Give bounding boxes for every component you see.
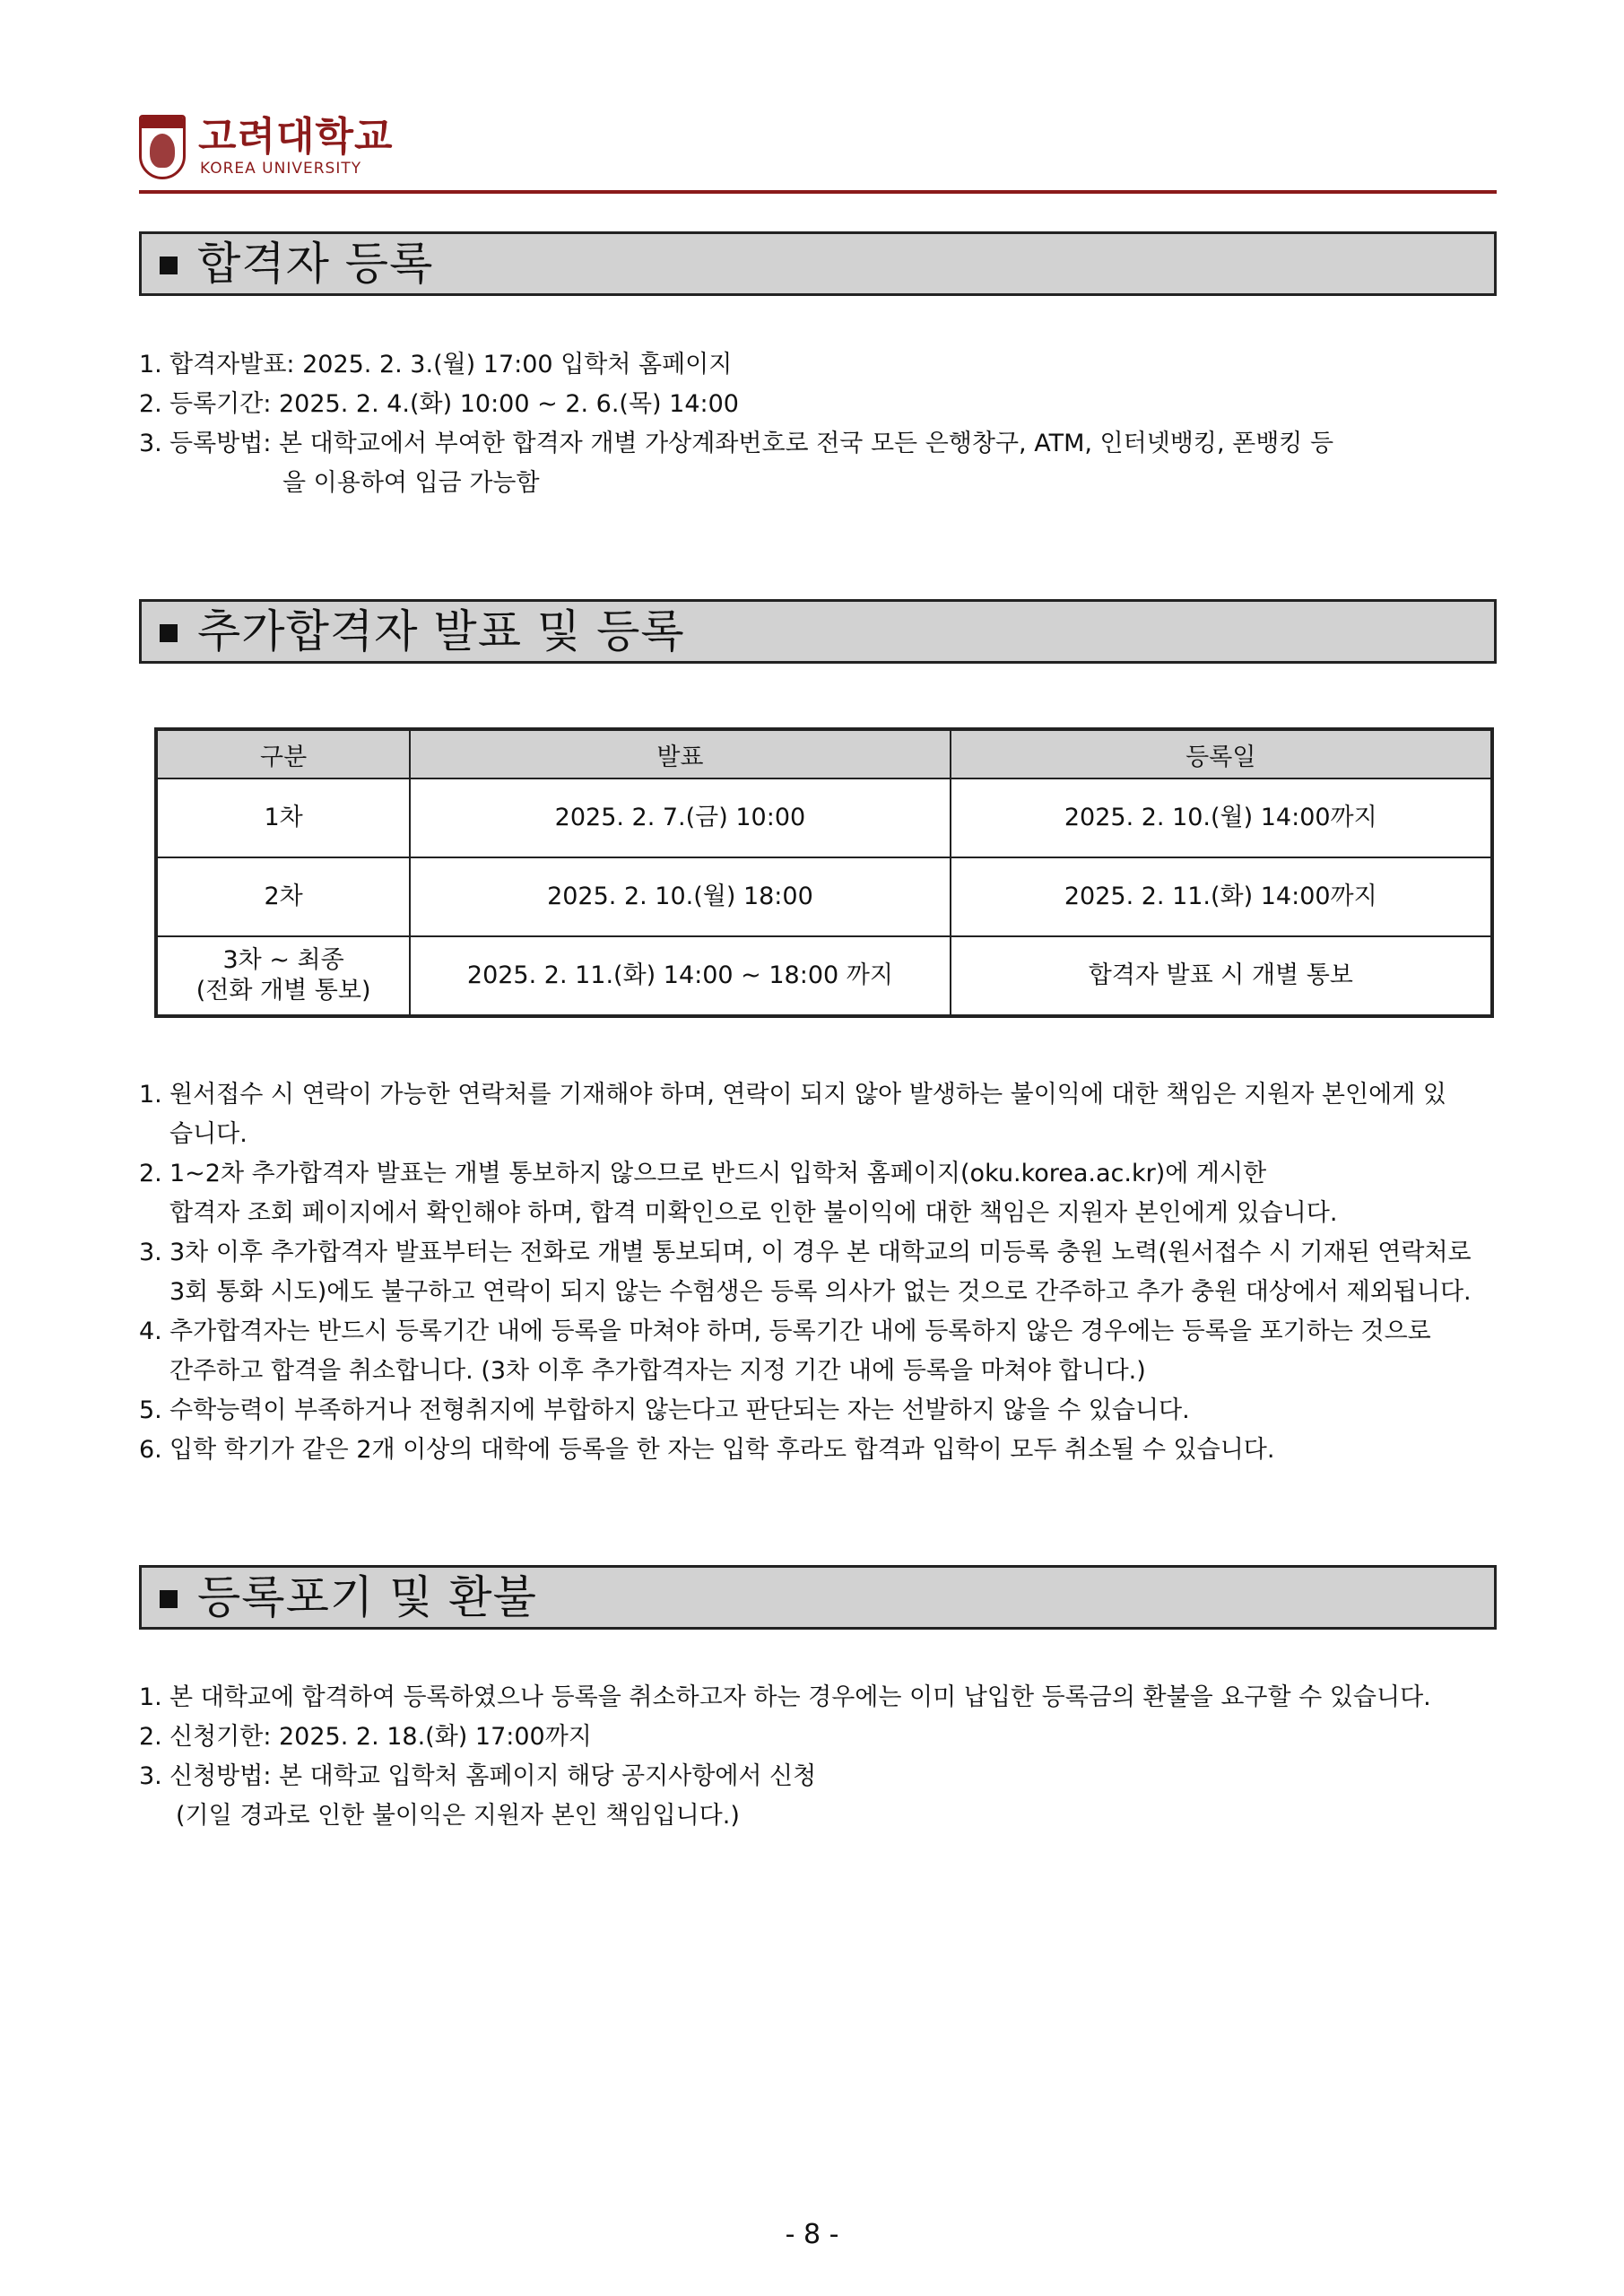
section-heading-withdrawal-refund: [139, 1565, 1497, 1630]
square-bullet-icon: [160, 1590, 178, 1608]
column-header-announcement: 발표: [410, 729, 950, 778]
column-header-registration-date: 등록일: [951, 729, 1492, 778]
round-cell: 3차 ~ 최종 (전화 개별 통보): [156, 936, 410, 1016]
list-item: 2. 1~2차 추가합격자 발표는 개별 통보하지 않으므로 반드시 입학처 홈페이지(oku.korea.ac.kr)에 게시한: [139, 1160, 1267, 1187]
list-item-continuation: 간주하고 합격을 취소합니다. (3차 이후 추가합격자는 지정 기간 내에 등록을 마쳐야 합니다.): [169, 1357, 1146, 1385]
list-item: 1. 본 대학교에 합격하여 등록하였으나 등록을 취소하고자 하는 경우에는 이미 납입한 등록금의 환불을 요구할 수 있습니다.: [139, 1683, 1431, 1711]
page-number: - 8 -: [785, 2219, 839, 2250]
announce-cell: 2025. 2. 11.(화) 14:00 ~ 18:00 까지: [410, 936, 950, 1016]
section-title: 합격자 등록: [197, 238, 434, 290]
list-item-continuation: (기일 경과로 인한 불이익은 지원자 본인 책임입니다.): [176, 1802, 740, 1830]
list-item: 3. 등록방법: 본 대학교에서 부여한 합격자 개별 가상계좌번호로 전국 모든 은행창구, ATM, 인터넷뱅킹, 폰뱅킹 등: [139, 430, 1334, 457]
header-divider: [139, 190, 1497, 194]
list-item: 1. 합격자발표: 2025. 2. 3.(월) 17:00 입학처 홈페이지: [139, 351, 733, 378]
section-title: 등록포기 및 환불: [197, 1571, 537, 1623]
announce-cell: 2025. 2. 7.(금) 10:00: [410, 778, 950, 857]
section-heading-additional-admission: [139, 599, 1497, 664]
list-item: 2. 등록기간: 2025. 2. 4.(화) 10:00 ~ 2. 6.(목) 14:00: [139, 390, 739, 418]
list-item-continuation: 3회 통화 시도)에도 불구하고 연락이 되지 않는 수험생은 등록 의사가 없는 것으로 간주하고 추가 충원 대상에서 제외됩니다.: [169, 1278, 1472, 1306]
list-item: 5. 수학능력이 부족하거나 전형취지에 부합하지 않는다고 판단되는 자는 선발하지 않을 수 있습니다.: [139, 1396, 1190, 1424]
list-item-continuation: 습니다.: [169, 1120, 248, 1148]
list-item: 6. 입학 학기가 같은 2개 이상의 대학에 등록을 한 자는 입학 후라도 합격과 입학이 모두 취소될 수 있습니다.: [139, 1436, 1275, 1464]
section-heading-registration: [139, 231, 1497, 296]
list-item: 2. 신청기한: 2025. 2. 18.(화) 17:00까지: [139, 1723, 592, 1751]
column-header-category: 구분: [156, 729, 410, 778]
list-item-continuation: 합격자 조회 페이지에서 확인해야 하며, 합격 미확인으로 인한 불이익에 대한 책임은 지원자 본인에게 있습니다.: [169, 1199, 1338, 1227]
register-cell: 2025. 2. 10.(월) 14:00까지: [951, 778, 1492, 857]
list-item: 3. 3차 이후 추가합격자 발표부터는 전화로 개별 통보되며, 이 경우 본 대학교의 미등록 충원 노력(원서접수 시 기재된 연락처로: [139, 1239, 1472, 1266]
square-bullet-icon: [160, 257, 178, 274]
schedule-table: [154, 727, 1494, 1018]
list-item: 1. 원서접수 시 연락이 가능한 연락처를 기재해야 하며, 연락이 되지 않아 발생하는 불이익에 대한 책임은 지원자 본인에게 있: [139, 1081, 1446, 1109]
table-row: [156, 857, 1492, 936]
list-item: 3. 신청방법: 본 대학교 입학처 홈페이지 해당 공지사항에서 신청: [139, 1762, 817, 1790]
announce-cell: 2025. 2. 10.(월) 18:00: [410, 857, 950, 936]
register-cell: 2025. 2. 11.(화) 14:00까지: [951, 857, 1492, 936]
logo-english-name: KOREA UNIVERSITY: [200, 160, 362, 178]
university-seal-icon: [139, 115, 186, 179]
list-item: 4. 추가합격자는 반드시 등록기간 내에 등록을 마쳐야 하며, 등록기간 내에 등록하지 않은 경우에는 등록을 포기하는 것으로: [139, 1318, 1431, 1345]
list-item-continuation: 을 이용하여 입금 가능함: [282, 469, 540, 497]
round-cell: 1차: [156, 778, 410, 857]
square-bullet-icon: [160, 624, 178, 642]
table-row: [156, 778, 1492, 857]
logo-korean-name: 고려대학교: [198, 114, 394, 160]
section-title: 추가합격자 발표 및 등록: [197, 605, 685, 657]
round-cell: 2차: [156, 857, 410, 936]
table-header-row: [156, 729, 1492, 778]
register-cell: 합격자 발표 시 개별 통보: [951, 936, 1492, 1016]
table-row: [156, 936, 1492, 1016]
page-header: [139, 115, 605, 187]
